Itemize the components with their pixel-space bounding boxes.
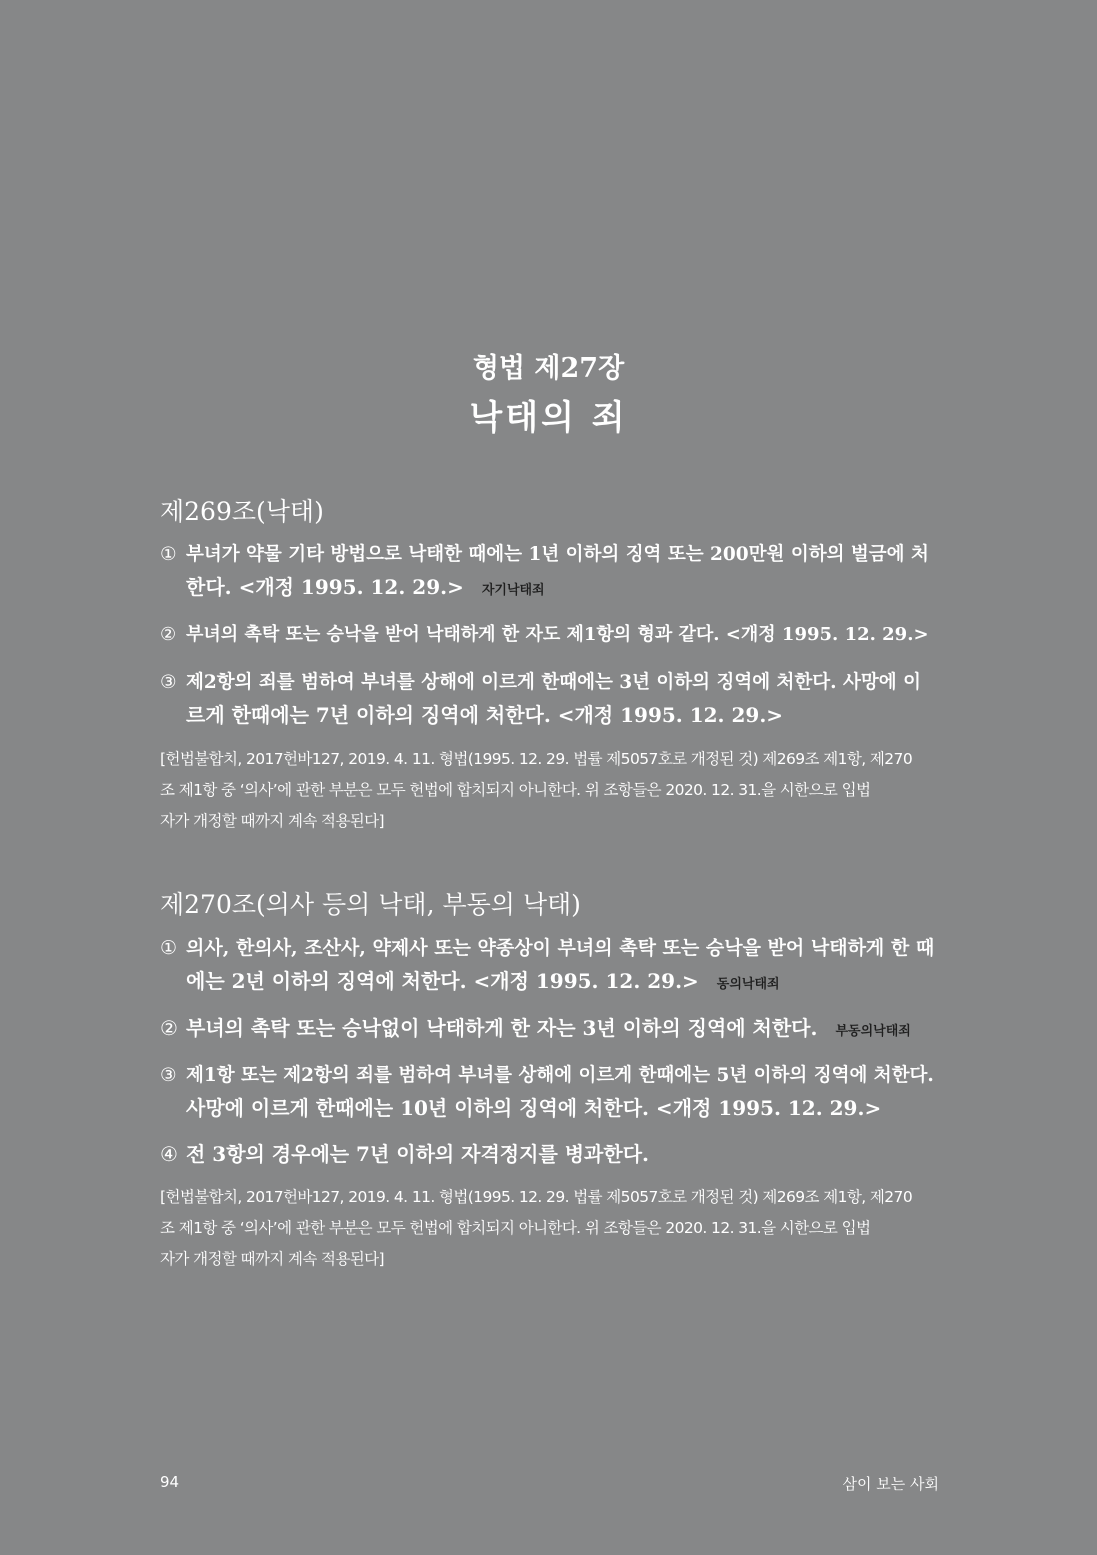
item-number: ② xyxy=(160,1016,178,1040)
item-text-line1: 부녀가 약물 기타 방법으로 낙태한 때에는 1년 이하의 징역 또는 200만원 이하의 벌금에 처 xyxy=(186,544,929,565)
item-text-line1: 제2항의 죄를 범하여 부녀를 상해에 이르게 한때에는 3년 이하의 징역에 처한다. 사망에 이 xyxy=(186,672,921,693)
article-270-item-2 xyxy=(160,1012,940,1048)
note-line: 조 제1항 중 ‘의사’에 관한 부분은 모두 헌법에 합치되지 아니한다. 위 조항들은 2020. 12. 31.을 시한으로 입법 xyxy=(160,781,871,799)
article-270-item-4 xyxy=(160,1138,940,1171)
page-title: 낙태의 죄 xyxy=(469,398,628,438)
item-number: ① xyxy=(160,937,178,959)
item-text-line1: 제1항 또는 제2항의 죄를 범하여 부녀를 상해에 이르게 한때에는 5년 이하의 징역에 처한다. xyxy=(186,1065,934,1086)
crime-tag: 동의낙태죄 xyxy=(716,977,780,992)
article-270-item-3 xyxy=(160,1059,940,1125)
crime-tag: 부동의낙태죄 xyxy=(835,1024,911,1039)
article-270-note xyxy=(160,1182,940,1275)
article-269-item-1 xyxy=(160,538,940,607)
item-text-line2: 에는 2년 이하의 징역에 처한다. <개정 1995. 12. 29.> xyxy=(186,969,699,993)
article-270-title: 제270조(의사 등의 낙태, 부동의 낙태) xyxy=(160,890,581,919)
article-269-note xyxy=(160,744,940,837)
item-number: ① xyxy=(160,544,177,565)
article-269-title: 제269조(낙태) xyxy=(160,497,324,526)
item-number: ③ xyxy=(160,1065,177,1086)
crime-tag: 자기낙태죄 xyxy=(481,583,545,598)
item-number: ② xyxy=(160,624,177,645)
item-number: ④ xyxy=(160,1142,178,1166)
note-line: 자가 개정할 때까지 계속 적용된다] xyxy=(160,1250,384,1268)
article-269-item-3 xyxy=(160,666,940,732)
item-text-line2: 사망에 이르게 한때에는 10년 이하의 징역에 처한다. <개정 1995. 12. 29.> xyxy=(186,1096,882,1120)
item-number: ③ xyxy=(160,672,177,693)
book-title: 삼이 보는 사회 xyxy=(842,1475,939,1493)
note-line: [헌법불합치, 2017헌바127, 2019. 4. 11. 형법(1995. 12. 29. 법률 제5057호로 개정된 것) 제269조 제1항, 제270 xyxy=(160,750,913,768)
note-line: 자가 개정할 때까지 계속 적용된다] xyxy=(160,812,384,830)
item-text-line1: 의사, 한의사, 조산사, 약제사 또는 약종상이 부녀의 촉탁 또는 승낙을 받어 낙태하게 한 때 xyxy=(186,937,935,959)
item-text-line2: 르게 한때에는 7년 이하의 징역에 처한다. <개정 1995. 12. 29.> xyxy=(186,703,784,727)
article-270-item-1 xyxy=(160,932,940,1001)
item-text-line1: 부녀의 촉탁 또는 승낙없이 낙태하게 한 자는 3년 이하의 징역에 처한다. xyxy=(186,1016,818,1040)
item-text-line1: 부녀의 촉탁 또는 승낙을 받어 낙태하게 한 자도 제1항의 형과 같다. <개정 1995. 12. 29.> xyxy=(186,624,929,645)
note-line: [헌법불합치, 2017헌바127, 2019. 4. 11. 형법(1995. 12. 29. 법률 제5057호로 개정된 것) 제269조 제1항, 제270 xyxy=(160,1188,913,1206)
chapter-heading: 형법 제27장 xyxy=(472,353,625,384)
article-269-item-2 xyxy=(160,618,940,651)
page-number: 94 xyxy=(160,1473,180,1491)
item-text-line1: 전 3항의 경우에는 7년 이하의 자격정지를 병과한다. xyxy=(186,1142,649,1166)
note-line: 조 제1항 중 ‘의사’에 관한 부분은 모두 헌법에 합치되지 아니한다. 위 조항들은 2020. 12. 31.을 시한으로 입법 xyxy=(160,1219,871,1237)
item-text-line2: 한다. <개정 1995. 12. 29.> xyxy=(186,575,464,599)
